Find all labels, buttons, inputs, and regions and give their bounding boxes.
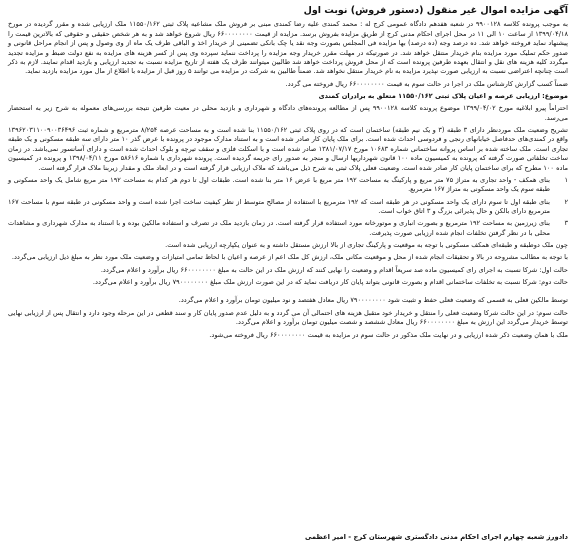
subject-line: موضوع: ارزیابی عرصه و اعیان پلاک ثبتی ۱۱۵۵۰/۱۶۲ متعلق به برادران کمندی bbox=[318, 92, 568, 100]
conclusion-paragraph: حالت سوم: در این حالت شرکا وضعیت فعلی را منتقل و خریدار خود متقبل هزینه های احتمالی آن می گردد و به دلیل عدم صدور پایان کار و سند قطعی در این مرحله وجود دارد و انتقال پس از ارزیابی نهایی توسط خریدار می‌گردد این ارزش به مبلغ ۶۶۰۰۰۰۰۰۰۰ ریال معادل ششصد و شصت میلیون تومان برآورد و اعلام می‌گردد. bbox=[8, 308, 568, 327]
list-item-number: ۳ bbox=[564, 219, 568, 228]
intro-paragraph: به موجب پرونده کلاسه ۹۹۰۰۱۲۸ در شعبه هفدهم دادگاه عمومی کرج له : محمد کمندی علیه رضا کمندی مبنی بر فروش ملک مشاعیه پلاک ثبتی ۱۱۵۵۰/۱۶۲ ملک ارزیابی شده و مقرر گردیده در مورخ ۱۳۹۹/۰۴/۱۸ از ساعت ۱۰ الی ۱۱ در محل اجرای احکام مدنی کرج از طریق مزایده بفروش برسد. مزایده از قیمت ۶۶۰۰۰۰۰۰۰۰ ریال شروع خواهد شد و به هر شخص حقیقی و حقوقی که بالاترین قیمت را پیشنهاد نماید فروخته خواهد شد. ده درصد وجه (ده درصد) بها مزایده فی المجلس بصورت وجه نقد یا چک بانکی تضمینی از خریدار اخذ و الباقی ظرف یک ماه از وی وصول و پس از انجام مراحل قانونی و صدور حکم تملیک مورد مزایده بنام خریدار منتقل خواهد شد. در صورتیکه در مهلت مقرر خریدار وجه مزایده را پرداخت ننماید سپرده وی پس از کسر هزینه های مزایده به نفع دولت ضبط و مزایده تجدید میگردد کلیه هزینه های نقل و انتقال بعهده طرفین پرونده است که از محل فروش پرداخت خواهد شد طالبین میتوانند ظرف یک هفته از تاریخ مزایده نسبت به تجدید ارزیابی و بازدید اقدام نمایند. لازم به ذکر است چنانچه اعتراضی نسبت به ارزیابی صورت نپذیرد مزایده به نام خریدار منتقل نخواهد شد. ضمناً طالبین به شرکت در مزایده می توانند ۵ روز قبل از مزایده با اطلاع از مال مورد مزایده بازدید نماید. bbox=[8, 20, 568, 76]
list-item bbox=[8, 198, 568, 217]
note-paragraph: با توجه به مطالب مشروحه در بالا و تحقیقات انجام شده از محل و موقعیت مکانی ملک، ارزش کل ملک اعم از عرصه و اعیان با لحاظ تمامی امتیازات و وضعیت ملک مورد نظر به مبلغ ذیل ارزیابی می‌گردد. bbox=[11, 253, 568, 262]
conclusion-paragraph: ملک با همان وضعیت ذکر شده ارزیابی و در نهایت ملک مذکور در حالت سوم در مزایده به قیمت ۶۶۰۰۰۰۰۰۰۰ ریال فروخته می‌شود. bbox=[209, 330, 568, 339]
list-item bbox=[8, 219, 568, 238]
list-item-text: بنای زیرزمین به مساحت ۱۹۲ مترمربع و بصورت انباری و موتورخانه مورد استفاده قرار گرفته است. در زمان بازدید ملک در تصرف و استفاده مالکین بوده و با استناد به مدارک شهرداری و مشاهدات محلی با در نظر گرفتن تخلفات انجام شده ارزیابی صورت پذیرفت. bbox=[8, 219, 551, 237]
document-title: آگهی مزایده اموال غیر منقول (دستور فروش) نوبت اول bbox=[303, 5, 568, 16]
report-intro: احتراماً پیرو ابلاغیه مورخ ۱۳۹۹/۰۴/۰۲ موضوع پرونده کلاسه ۹۹۰۰۱۲۸ پس از مطالعه پرونده‌های دادگاه و شهرداری و بازدید محلی در معیت طرفین نتیجه بررسی‌های معموله به شرح زیر به استحضار می‌رسد. bbox=[8, 104, 568, 122]
list-item bbox=[8, 176, 568, 195]
list-item-text: بنای طبقه اول تا سوم دارای یک واحد مسکونی در هر طبقه است که ۱۹۲ مترمربع با استفاده از مصالح متوسط از نظر کیفیت ساخت اجرا شده است و واحد مسکونی در طبقه سوم با مساحت ۱۶۷ مترمربع دارای بالکن و حال پذیرائی بزرگ و ۳ اتاق خواب است. bbox=[8, 197, 550, 215]
note-paragraph: حالت اول: شرکا نسبت به اجرای رای کمیسیون ماده صد سریعاً اقدام و وضعیت را نهایی کنند که ارزش ملک در این حالت به مبلغ ۶۶۰۰۰۰۰۰۰۰ ریال برآورد و اعلام می‌گردد. bbox=[100, 265, 568, 274]
list-item-number: ۲ bbox=[564, 197, 568, 206]
intro-tail: ضمناً کسب گزارش کارشناس ملک در اجرا در حالت سوم به قیمت ۶۶۰۰۰۰۰۰۰۰ ریال فروخته می گردد. bbox=[285, 79, 568, 88]
property-description: تشریح وضعیت ملک موردنظر دارای ۳ طبقه (۳ و یک نیم طبقه) ساختمان است که در روی پلاک ثبتی ۱۱۵۵۰/۱۶۲ بنا شده است و به مساحت عرصه ۸/۲۵۴ مترمربع و شماره ثبت ۱۳۹۶۲۰۳۱۱۰۰۹۰۰۳۶۴۹۶ واقع در کمندی‌های حدفاصل خیابانهای رنجی و فردوسی احداث شده است. برای ملک پایان کار صادر شده است و به استناد مدارک موجود در پرونده با عرض گذر ۱۰ متر دارای سه طبقه مسکونی و یک طبقه تجاری است. ملک ساخته شده بر اساس پروانه ساختمانی شماره ۱۰۶۸۳ مورخ ۱۳۸۱/۰۷/۱۷ صادر شده است و با اسکلت فلزی و سقف تیرچه و بلوک احداث شده است و دارای آسانسور نمی‌باشد. در زمان ساخت تخلفاتی صورت گرفته که پرونده به کمیسیون ماده ۱۰۰ قانون شهرداریها ارسال و منجر به صدور رای جریمه گردیده است. پرونده شهرداری با شماره ۵۸۶۱۶ مورخ ۱۳۹۸/۰۴/۱۱ و پرونده در کمیسیون ماده ۱۰۰ مطرح که برای ساختمان پایان کار صادر شده است. وضعیت فعلی پلاک ثبتی به شرح ذیل می‌باشد که ملاک ارزیابی قرار گرفته است و در ابعاد ملک و مقدار زیربنا ملاک قرار گرفته است. bbox=[8, 126, 569, 172]
note-paragraph: حالت دوم: شرکا نسبت به تخلفات ساختمانی اقدام و بصورت قانونی بتواند پایان کار دریافت نماید که در این صورت ارزش ملک مبلغ ۷۹۰۰۰۰۰۰۰۰ ریال برآورد و اعلام می‌گردد. bbox=[92, 278, 568, 287]
list-item-text: بنای همکف - واحد تجاری به متراژ ۷۵ متر مربع و پارکینگ به مساحت ۱۹۲ متر مربع با عرض ۱۶ متر بنا شده است. طبقات اول تا دوم هر کدام به مساحت ۱۹۲ متر مربع شامل یک واحد مسکونی و طبقه سوم یک واحد مسکونی به متراژ ۱۶۷ مترمربع. bbox=[8, 175, 550, 194]
list-item-number: ۱ bbox=[564, 175, 568, 184]
conclusion-paragraph: توسط مالکین فعلی به قسمی که وضعیت فعلی حفظ و تثبیت شود ۷۹۰۰۰۰۰۰۰۰ ریال معادل هفتصد و نود میلیون تومان برآورد و اعلام می‌گردد. bbox=[178, 296, 568, 305]
note-paragraph: چون ملک دوطبقه و طبقه‌ای همکف مسکونی با توجه به موقعیت و پارکینگ تجاری از بالا ارزش مستقل داشته و به عنوان یکپارچه ارزیابی شده است. bbox=[165, 241, 568, 250]
signature-line: دادورز شعبه چهارم اجرای احکام مدنی دادگستری شهرستان کرج - امیر اعظمی bbox=[304, 533, 568, 542]
